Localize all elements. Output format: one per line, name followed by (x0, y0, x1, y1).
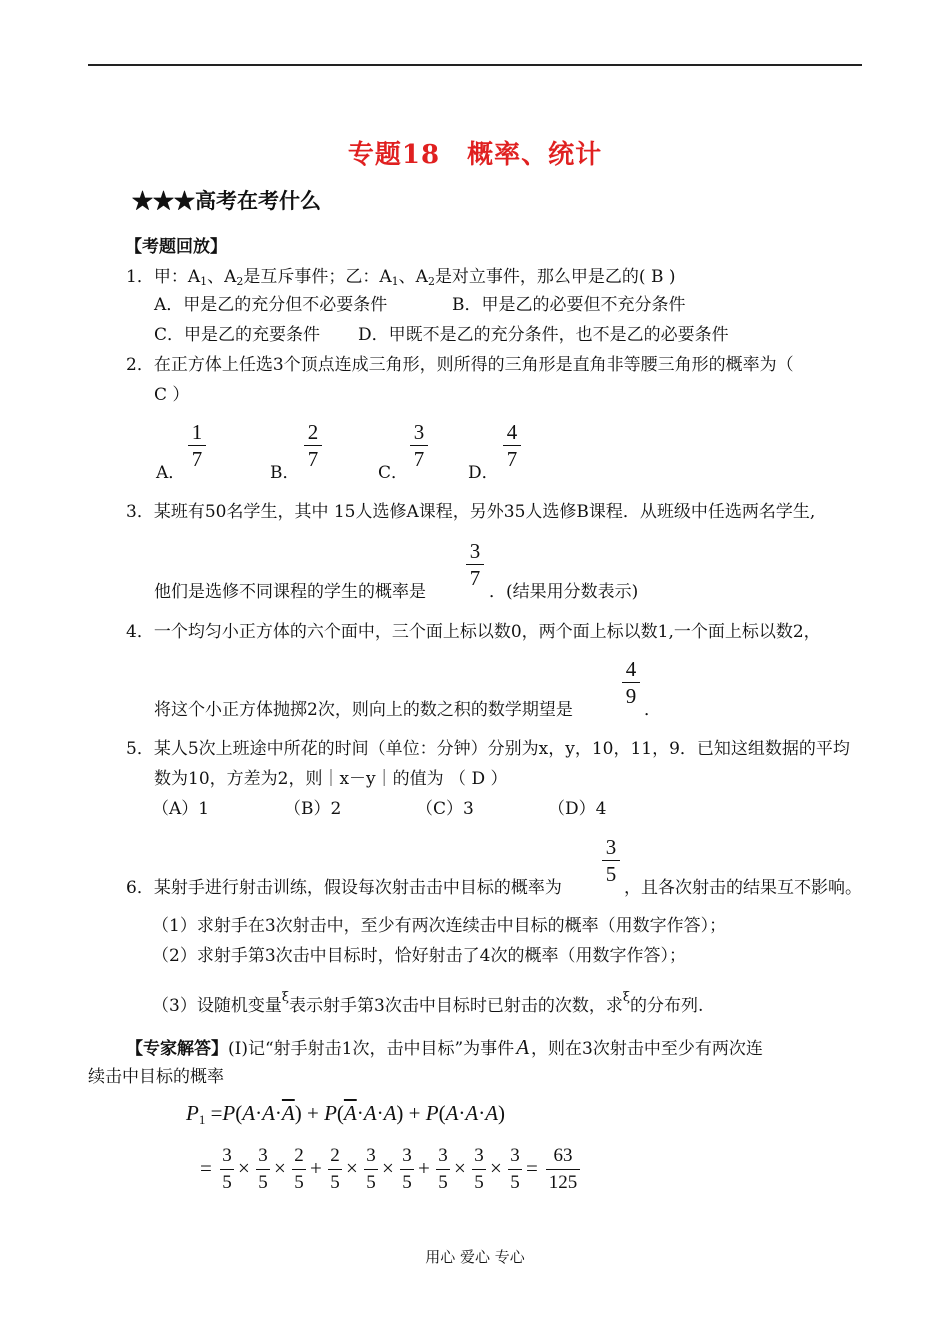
q2-option-d-fraction: 4 7 (501, 419, 523, 472)
q2-option-a-fraction: 1 7 (186, 419, 208, 472)
q3-stem: 3．某班有50名学生，其中 15人选修A课程，另外35人选修B课程．从班级中任选两名学生, (126, 502, 816, 522)
plus-sign: + (310, 1156, 322, 1180)
equals-sign: = (200, 1156, 212, 1180)
term-fraction-6: 3 5 (398, 1143, 416, 1196)
section-heading: ★★★高考在考什么 (132, 188, 321, 213)
times-sign: × (274, 1156, 286, 1180)
q2-option-c-label: C． (378, 463, 409, 483)
q2-option-d-label: D． (468, 463, 499, 483)
answer-second-line: 续击中目标的概率 (88, 1067, 224, 1087)
q2-option-c-fraction: 3 7 (408, 419, 430, 472)
q4-answer-fraction: 4 9 (620, 656, 642, 709)
q5-option-b: （B）2 (284, 799, 342, 819)
q3-answer-fraction: 3 7 (464, 538, 486, 591)
q3-answer-prefix: 他们是选修不同课程的学生的概率是 (154, 582, 426, 602)
header-rule (88, 64, 862, 66)
term-fraction-3: 2 5 (290, 1143, 308, 1196)
q5-option-a: （A）1 (152, 799, 210, 819)
q6-stem: 6．某射手进行射击训练，假设每次射击击中目标的概率为 (126, 878, 562, 898)
q4-answer-suffix: ． (644, 700, 661, 720)
q1-option-b: B．甲是乙的必要但不充分条件 (452, 295, 686, 315)
q2-option-b-fraction: 2 7 (302, 419, 324, 472)
q6-part-3: （3）设随机变量$^\xi$表示射手第3次击中目标时已射击的次数，求$^\xi$的分布列. (152, 990, 704, 1016)
q5-stem: 5．某人5次上班途中所花的时间（单位：分钟）分别为x，y，10，11，9．已知这组数据的平均 (126, 739, 850, 759)
q2-option-a-label: A． (156, 463, 186, 483)
q6-part-1: （1）求射手在3次射击中，至少有两次连续击中目标的概率（用数字作答）； (152, 916, 727, 936)
term-fraction-5: 3 5 (362, 1143, 380, 1196)
q5-option-d: （D）4 (548, 799, 607, 819)
q2-stem: 2．在正方体上任选3个顶点连成三角形，则所得的三角形是直角非等腰三角形的概率为（ (126, 355, 794, 375)
q6-stem-suffix: ，且各次射击的结果互不影响。 (624, 878, 862, 898)
q2-option-b-label: B． (270, 463, 300, 483)
times-sign: × (454, 1156, 466, 1180)
footer-text: 用心 爱心 专心 (425, 1248, 525, 1266)
q2-answer: C ） (154, 385, 190, 405)
q3-answer-suffix: ．(结果用分数表示) (489, 582, 639, 602)
q1-option-c: C．甲是乙的充要条件 (154, 325, 321, 345)
q5-stem-2: 数为10，方差为2，则｜x－y｜的值为 （ D ） (154, 769, 508, 789)
result-fraction: 63 125 (544, 1143, 582, 1196)
formula-line-1: $P1 =P(A\cdot A\cdot\overline{A}) + P(\overline{A}\cdot A\cdot A) + P(A\cdot A\cdot A)$ (186, 1101, 506, 1127)
term-fraction-8: 3 5 (470, 1143, 488, 1196)
subheading: 【考题回放】 (125, 237, 227, 257)
times-sign: × (490, 1156, 502, 1180)
q4-answer-prefix: 将这个小正方体抛掷2次，则向上的数之积的数学期望是 (154, 700, 573, 720)
q4-stem: 4．一个均匀小正方体的六个面中，三个面上标以数0，两个面上标以数1,一个面上标以数2， (126, 622, 821, 642)
q1-option-d: D．甲既不是乙的充分条件，也不是乙的必要条件 (358, 325, 729, 345)
term-fraction-1: 3 5 (218, 1143, 236, 1196)
plus-sign: + (418, 1156, 430, 1180)
times-sign: × (238, 1156, 250, 1180)
q1-option-a: A．甲是乙的充分但不必要条件 (154, 295, 388, 315)
term-fraction-4: 2 5 (326, 1143, 344, 1196)
term-fraction-2: 3 5 (254, 1143, 272, 1196)
q1-stem: 1．甲：$A_1$、$A_2$是互斥事件；乙：$A_1$、$A_2$是对立事件，那么甲是乙的( B ) (126, 267, 676, 288)
times-sign: × (346, 1156, 358, 1180)
page-title: 专题18 概率、统计 (347, 140, 603, 170)
term-fraction-9: 3 5 (506, 1143, 524, 1196)
answer-first-line: 【专家解答】(Ⅰ)记“射手射击1次，击中目标”为事件A ，则在3次射击中至少有两次连 (126, 1035, 763, 1059)
equals-sign: = (526, 1156, 538, 1180)
q6-part-2: （2）求射手第3次击中目标时，恰好射击了4次的概率（用数字作答）； (152, 946, 686, 966)
q6-probability-fraction: 3 5 (600, 834, 622, 887)
times-sign: × (382, 1156, 394, 1180)
q5-option-c: （C）3 (416, 799, 474, 819)
term-fraction-7: 3 5 (434, 1143, 452, 1196)
